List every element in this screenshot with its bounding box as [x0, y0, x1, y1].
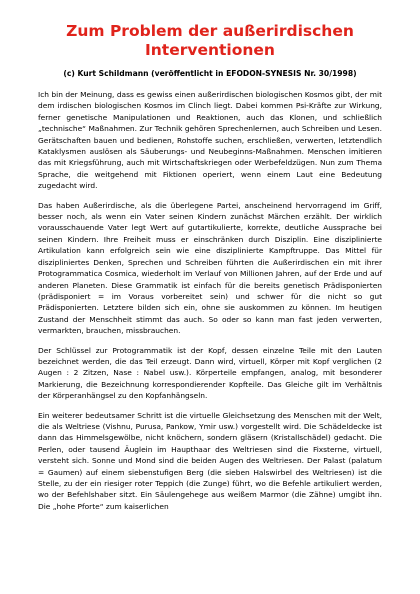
paragraph-1: Ich bin der Meinung, dass es gewiss einen außerirdischen biologischen Kosmos gibt, der mit dem irdischen biologischen Kosmos im Clinch liegt. Dabei kommen Psi-Kräfte zur Wirkung, ferner genetische Manipulationen und Reaktionen, auch das Klonen, und schließlich „technische“ Maßnahmen. Zur Technik gehören Sprechenlernen, auch Schreiben und Lesen. Gerätschaften bauen und bedienen, Rohstoffe suchen, erschließen, verwerten, letztendlich Kataklysmen auslösen als Säuberungs- und Neubeginns-Maßnahmen. Menschen imitieren das mit Kriegsführung, auch mit Wirtschaftskriegen oder Werbefeldzügen. Nun zum Thema Sprache, die weitgehend mit Fiktionen operiert, wenn einem Laut eine Bedeutung zugedacht wird.	[38, 90, 382, 191]
title-line-1: Zum Problem der außerirdischen	[66, 22, 354, 40]
paragraph-4: Ein weiterer bedeutsamer Schritt ist die virtuelle Gleichsetzung des Menschen mit der Welt, die als Weltriese (Vishnu, Purusa, Pankow, Ymir usw.) vorgestellt wird. Die Schädeldecke ist dann das Himmelsgewölbe, nicht knöchern, sondern gläsern (Kristallschädel) gedacht. Die Perlen, oder tausend Äuglein im Haupthaar des Weltriesen sind die Fixsterne, virtuell, versteht sich. Sonne und Mond sind die beiden Augen des Weltriesen. Der Palast (palatum = Gaumen) auf einem siebenstufigen Berg (die sieben Halswirbel des Weltriesen) ist die Stelle, zu der ein riesiger roter Teppich (die Zunge) führt, wo die Befehle artikuliert werden, wo der Befehlshaber sitzt. Ein Säulengehege aus weißem Marmor (die Zähne) umgibt ihn. Die „hohe Pforte“ zum kaiserlichen	[38, 410, 382, 511]
paragraph-3: Der Schlüssel zur Protogrammatik ist der Kopf, dessen einzelne Teile mit den Lauten bezeichnet werden, die das Teil erzeugt. Dann wird, virtuell, Körper mit Kopf verglichen (2 Augen : 2 Zitzen, Nase : Nabel usw.). Körperteile empfangen, analog, mit besonderer Markierung, die Bezeichnung korrespondierender Kopfteile. Das Gleiche gilt im Verhältnis der Körperanhängsel zu den Kopfanhängseln.	[38, 345, 382, 401]
article-body	[38, 89, 382, 512]
title-line-2: Interventionen	[145, 41, 275, 59]
author-byline: (c) Kurt Schildmann (veröffentlicht in EFODON-SYNESIS Nr. 30/1998)	[63, 69, 357, 78]
document-title	[38, 22, 382, 60]
paragraph-2: Das haben Außerirdische, als die überlegene Partei, anscheinend hervorragend im Griff, besser noch, als wenn ein Vater seinen Kindern zunächst Märchen erzählt. Der wirklich vorausschauende Vater legt Wert auf gutartikulierte, korrekte, deutliche Aussprache bei seinen Kindern. Ihre Freiheit muss er einschränken durch Disziplin. Eine disziplinierte Artikulation kann erfolgreich sein wie eine disziplinierte Kampftruppe. Das Mittel für diszipliniertes Denken, Sprechen und Schreiben führten die Außerirdischen ein mit ihrer Protogrammatica Cosmica, wiederholt im Verlauf von Millionen Jahren, auf der Erde und auf anderen Planeten. Diese Grammatik ist einfach für die bereits genetisch Prädisponierten (prädisponiert = im Voraus vorbereitet sein) und schwer für die nicht so gut Prädisponierten. Letztere bilden sich ein, ohne sie auskommen zu können. Im heutigen Zustand der Menschheit stimmt das auch. So oder so kann man fast jeden verwerten, vermarkten, brauchen, missbrauchen.	[38, 200, 382, 336]
